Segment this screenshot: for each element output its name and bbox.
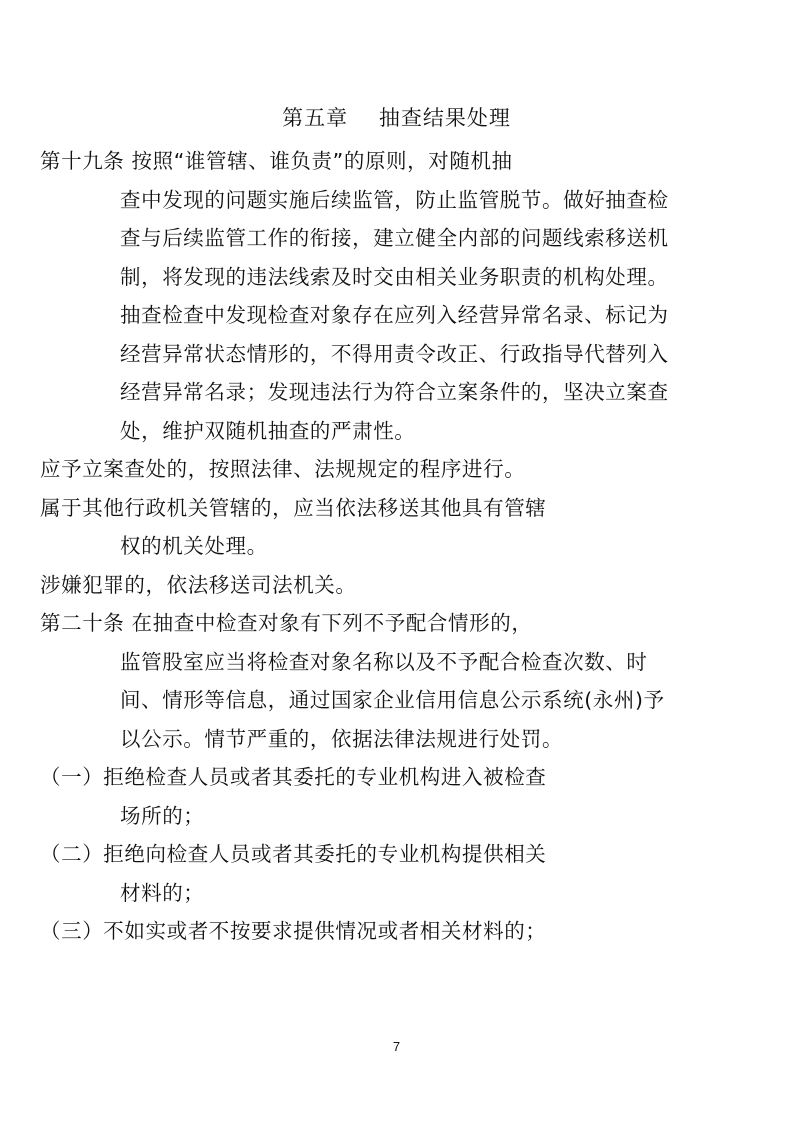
text-line: 涉嫌犯罪的，依法移送司法机关。: [40, 572, 357, 597]
text-line: 应予立案查处的，按照法律、法规规定的程序进行。: [40, 457, 526, 481]
text-line: （一）拒绝检查人员或者其委托的专业机构进入被检查: [40, 765, 547, 789]
text-line: 经营异常名录；发现违法行为符合立案条件的，坚决立案查: [120, 380, 669, 404]
text-line: 查与后续监管工作的衔接，建立健全内部的问题线索移送机: [120, 226, 669, 250]
text-line: 经营异常状态情形的，不得用责令改正、行政指导代替列入: [120, 341, 669, 366]
text-line: 场所的；: [120, 803, 205, 828]
text-line: 第二十条 在抽查中检查对象有下列不予配合情形的，: [40, 611, 533, 635]
chapter-title: 第五章 抽查结果处理: [282, 106, 511, 130]
text-line: 第十九条 按照“谁管辖、谁负责”的原则，对随机抽: [40, 149, 513, 173]
text-line: 制，将发现的违法线索及时交由相关业务职责的机构处理。: [120, 264, 669, 289]
text-line: 查中发现的问题实施后续监管，防止监管脱节。做好抽查检: [120, 187, 669, 212]
text-line: 材料的；: [120, 880, 205, 905]
page-number: 7: [392, 1039, 401, 1054]
text-line: 处，维护双随机抽查的严肃性。: [120, 418, 416, 443]
document-body: [40, 142, 680, 951]
text-line: 监管股室应当将检查对象名称以及不予配合检查次数、时: [120, 649, 648, 674]
text-line: 以公示。情节严重的，依据法律法规进行处罚。: [120, 726, 564, 751]
text-line: （三）不如实或者不按要求提供情况或者相关材料的；: [40, 919, 547, 943]
text-line: 抽查检查中发现检查对象存在应列入经营异常名录、标记为: [120, 303, 669, 327]
text-line: 权的机关处理。: [120, 534, 268, 558]
text-line: （二）拒绝向检查人员或者其委托的专业机构提供相关: [40, 842, 547, 866]
text-line: 属于其他行政机关管辖的，应当依法移送其他具有管辖: [40, 495, 547, 520]
text-line: 间、情形等信息，通过国家企业信用信息公示系统(永州)予: [120, 688, 665, 712]
